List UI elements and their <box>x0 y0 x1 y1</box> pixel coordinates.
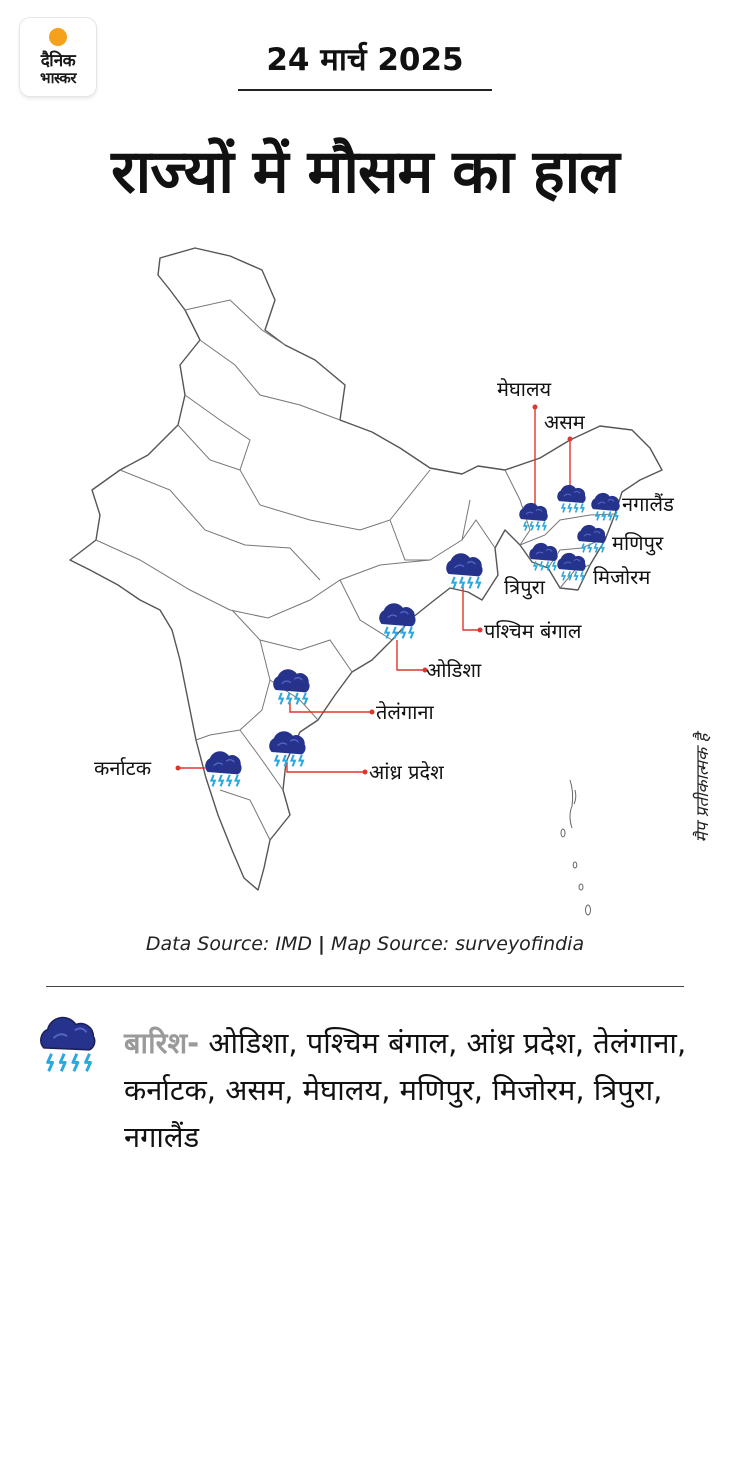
label-tripura: त्रिपुरा <box>504 575 545 599</box>
storm-icon-meghalaya <box>520 503 548 530</box>
storm-icon-manipur <box>578 525 606 552</box>
page-title: राज्यों में मौसम का हाल <box>111 137 619 207</box>
divider <box>46 986 684 987</box>
source-separator: | <box>318 933 325 955</box>
storm-icon-karnataka <box>206 752 241 787</box>
storm-icon-nagaland <box>592 493 620 520</box>
andaman-islands <box>561 780 591 915</box>
label-assam: असम <box>544 410 585 434</box>
storm-icon-assam <box>558 485 586 512</box>
rain-storm-icon <box>36 1012 106 1076</box>
label-mizoram: मिजोरम <box>593 565 651 589</box>
storm-icon-tripura <box>530 543 558 570</box>
label-west-bengal: पश्चिम बंगाल <box>484 619 582 643</box>
sun-icon <box>49 28 67 46</box>
label-telangana: तेलंगाना <box>376 700 434 724</box>
label-manipur: मणिपुर <box>612 531 664 555</box>
label-meghalaya: मेघालय <box>497 377 552 401</box>
map-source: Map Source: surveyofindia <box>331 933 585 955</box>
india-map <box>0 230 730 930</box>
label-andhra-pradesh: आंध्र प्रदेश <box>369 760 444 784</box>
date-underline <box>238 89 492 91</box>
storm-icon-telangana <box>274 670 309 705</box>
legend-key: बारिश- <box>124 1026 200 1060</box>
storm-icon-mizoram <box>558 553 586 580</box>
label-karnataka: कर्नाटक <box>94 756 152 780</box>
storm-icon-west-bengal <box>447 554 482 589</box>
storm-icon-andhra-pradesh <box>270 732 305 767</box>
label-odisha: ओडिशा <box>426 658 482 682</box>
brand-logo <box>20 18 96 96</box>
brand-line-2: भास्कर <box>40 69 76 87</box>
legend-states: ओडिशा, पश्चिम बंगाल, आंध्र प्रदेश, तेलंगाना, कर्नाटक, असम, मेघालय, मणिपुर, मिजोरम, त्रिपुरा, नगालैंड <box>124 1026 687 1154</box>
legend-text <box>124 1020 704 1161</box>
label-nagaland: नगालैंड <box>622 492 674 516</box>
map-disclaimer: मैप प्रतीकात्मक है <box>693 733 713 843</box>
data-source: Data Source: IMD <box>145 933 313 955</box>
date-label: 24 मार्च 2025 <box>266 42 464 78</box>
storm-icon-odisha <box>380 604 415 639</box>
brand-line-1: दैनिक <box>40 51 76 71</box>
source-line <box>0 933 730 955</box>
